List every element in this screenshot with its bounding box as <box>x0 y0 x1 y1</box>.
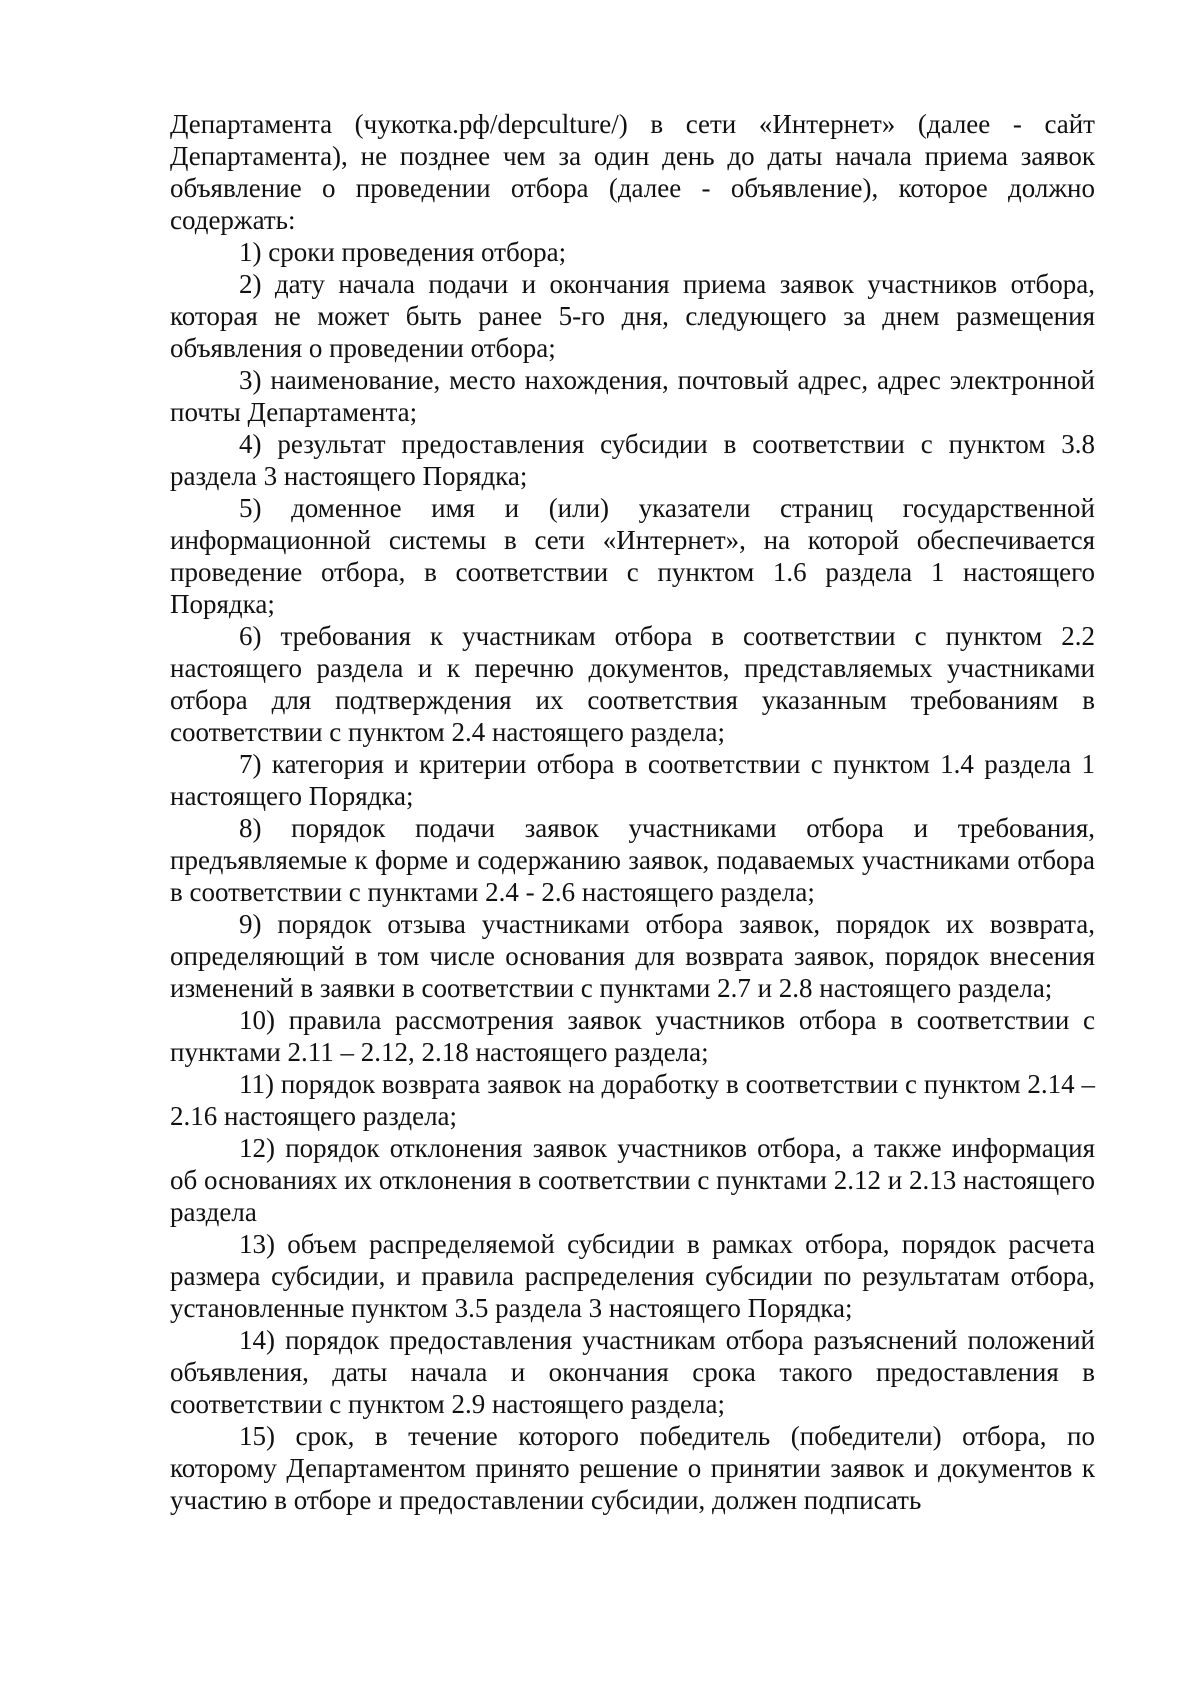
list-item-12: 12) порядок отклонения заявок участников отбора, а также информация об основаниях их отклонения в соответствии с пунктами 2.12 и 2.13 настоящего раздела <box>170 1133 1095 1227</box>
list-item-9: 9) порядок отзыва участниками отбора заявок, порядок их возврата, определяющий в том числе основания для возврата заявок, порядок внесения изменений в заявки в соответствии с пунктами 2.7 и 2.8 настоящего раздела; <box>170 909 1095 1003</box>
list-item-2: 2) дату начала подачи и окончания приема заявок участников отбора, которая не может быть ранее 5-го дня, следующего за днем размещения объявления о проведении отбора; <box>170 269 1095 363</box>
list-item-11: 11) порядок возврата заявок на доработку в соответствии с пунктом 2.14 – 2.16 настоящего раздела; <box>170 1069 1095 1131</box>
list-item-14: 14) порядок предоставления участникам отбора разъяснений положений объявления, даты начала и окончания срока такого предоставления в соответствии с пунктом 2.9 настоящего раздела; <box>170 1325 1095 1419</box>
document-page <box>170 108 1095 1516</box>
list-item-6: 6) требования к участникам отбора в соответствии с пунктом 2.2 настоящего раздела и к перечню документов, представляемых участниками отбора для подтверждения их соответствия указанным требованиям в соответствии с пунктом 2.4 настоящего раздела; <box>170 621 1095 747</box>
list-item-8: 8) порядок подачи заявок участниками отбора и требования, предъявляемые к форме и содержанию заявок, подаваемых участниками отбора в соответствии с пунктами 2.4 - 2.6 настоящего раздела; <box>170 813 1095 907</box>
list-item-5: 5) доменное имя и (или) указатели страниц государственной информационной системы в сети «Интернет», на которой обеспечивается проведение отбора, в соответствии с пунктом 1.6 раздела 1 настоящего Порядка; <box>170 493 1095 619</box>
intro-paragraph: Департамента (чукотка.рф/depculture/) в сети «Интернет» (далее - сайт Департамента), не позднее чем за один день до даты начала приема заявок объявление о проведении отбора (далее - объявление), которое должно содержать: <box>170 109 1095 235</box>
list-item-7: 7) категория и критерии отбора в соответствии с пунктом 1.4 раздела 1 настоящего Порядка; <box>170 749 1095 811</box>
list-item-1: 1) сроки проведения отбора; <box>239 237 567 267</box>
list-item-3: 3) наименование, место нахождения, почтовый адрес, адрес электронной почты Департамента; <box>170 365 1095 427</box>
list-item-10: 10) правила рассмотрения заявок участников отбора в соответствии с пунктами 2.11 – 2.12, 2.18 настоящего раздела; <box>170 1005 1095 1067</box>
list-item-4: 4) результат предоставления субсидии в соответствии с пунктом 3.8 раздела 3 настоящего Порядка; <box>170 429 1095 491</box>
list-item-15: 15) срок, в течение которого победитель (победители) отбора, по которому Департаментом принято решение о принятии заявок и документов к участию в отборе и предоставлении субсидии, должен подписать <box>170 1421 1095 1515</box>
list-item-13: 13) объем распределяемой субсидии в рамках отбора, порядок расчета размера субсидии, и правила распределения субсидии по результатам отбора, установленные пунктом 3.5 раздела 3 настоящего Порядка; <box>170 1229 1095 1323</box>
